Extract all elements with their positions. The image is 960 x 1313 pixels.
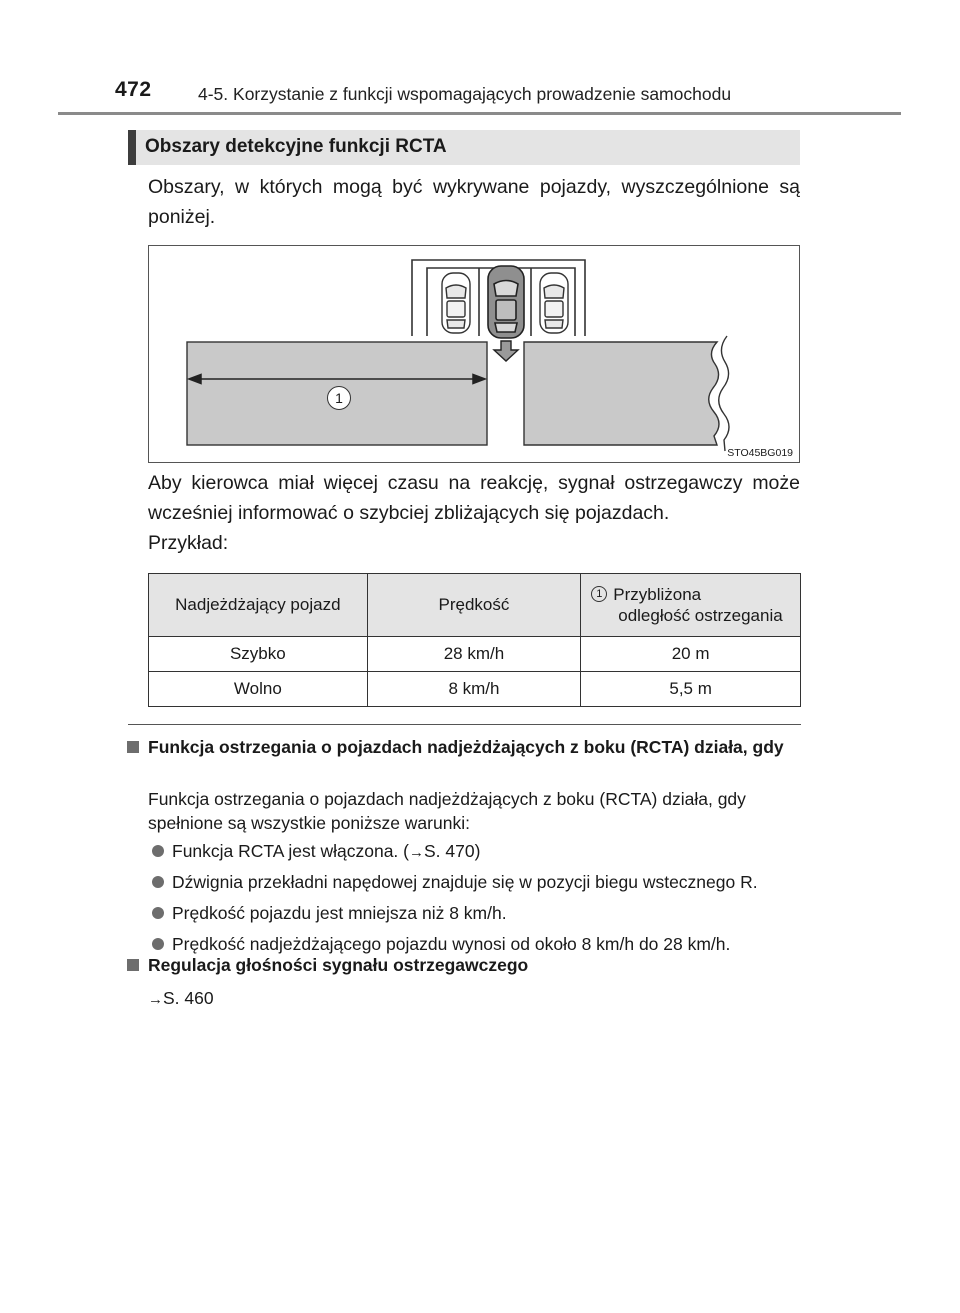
explanation-paragraph: Aby kierowca miał więcej czasu na reakcję, sygnał ostrzegawczy może wcześniej informować o szybciej zbliżających się pojazdach. xyxy=(148,472,800,524)
parking-diagram xyxy=(149,246,800,463)
section-heading-bar xyxy=(128,130,800,165)
header-distance-line1: Przybliżona xyxy=(613,585,702,604)
bullet-dot-icon xyxy=(152,907,164,919)
cell-vehicle: Wolno xyxy=(149,672,368,707)
bullet-dot-icon xyxy=(152,938,164,950)
condition-item xyxy=(172,839,812,865)
page-reference-link[interactable]: S. 470) xyxy=(423,841,481,861)
condition-item: Dźwignia przekładni napędowej znajduje się w pozycji biegu wstecznego R. xyxy=(172,872,758,892)
square-bullet-icon xyxy=(127,741,139,753)
reference-arrow-icon: → xyxy=(148,991,163,1008)
condition-prefix: Funkcja RCTA jest włączona. ( xyxy=(172,841,409,861)
page-header xyxy=(0,0,960,118)
table-row xyxy=(149,672,801,707)
section-title: Obszary detekcyjne funkcji RCTA xyxy=(145,136,447,157)
page-reference-link[interactable]: S. 460 xyxy=(163,988,214,1008)
detection-area-figure xyxy=(148,245,800,463)
volume-reference xyxy=(148,986,803,1012)
header-distance-line2: odległość ostrzegania xyxy=(618,606,783,625)
header-distance-marker: 1 xyxy=(591,586,607,602)
table-header-row xyxy=(149,574,801,637)
bullet-dot-icon xyxy=(152,876,164,888)
own-vehicle xyxy=(488,266,524,338)
detection-zone-right xyxy=(524,342,719,445)
section-divider xyxy=(128,724,801,725)
section-accent xyxy=(128,130,136,165)
header-speed: Prędkość xyxy=(367,574,581,637)
header-divider xyxy=(58,112,901,115)
bullet-dot-icon xyxy=(152,845,164,857)
cell-vehicle: Szybko xyxy=(149,637,368,672)
zone-break-line xyxy=(719,336,729,451)
example-label: Przykład: xyxy=(148,532,229,554)
page-number: 472 xyxy=(115,78,152,101)
figure-code: STO45BG019 xyxy=(727,447,793,459)
header-vehicle: Nadjeżdżający pojazd xyxy=(149,574,368,637)
distance-marker: 1 xyxy=(327,386,351,410)
reference-arrow-icon: → xyxy=(408,844,424,861)
parked-car-left xyxy=(442,273,470,333)
cell-speed: 8 km/h xyxy=(367,672,581,707)
table-row xyxy=(149,637,801,672)
chapter-title: 4-5. Korzystanie z funkcji wspomagających prowadzenie samochodu xyxy=(198,84,732,104)
operation-text: Funkcja ostrzegania o pojazdach nadjeżdżających z boku (RCTA) działa, gdy spełnione są wszystkie poniższe warunki: xyxy=(148,789,746,833)
header-distance xyxy=(581,574,801,637)
condition-item: Prędkość nadjeżdżającego pojazdu wynosi od około 8 km/h do 28 km/h. xyxy=(172,934,731,954)
square-bullet-icon xyxy=(127,959,139,971)
cell-distance: 20 m xyxy=(581,637,801,672)
operation-heading: Funkcja ostrzegania o pojazdach nadjeżdżających z boku (RCTA) działa, gdy xyxy=(148,737,784,757)
condition-item: Prędkość pojazdu jest mniejsza niż 8 km/h. xyxy=(172,903,507,923)
intro-paragraph: Obszary, w których mogą być wykrywane pojazdy, wyszczególnione są poniżej. xyxy=(148,176,800,228)
cell-distance: 5,5 m xyxy=(581,672,801,707)
parked-car-right xyxy=(540,273,568,333)
cell-speed: 28 km/h xyxy=(367,637,581,672)
warning-distance-table xyxy=(148,573,801,707)
reverse-direction-arrow xyxy=(494,341,518,361)
volume-heading: Regulacja głośności sygnału ostrzegawczego xyxy=(148,955,529,975)
